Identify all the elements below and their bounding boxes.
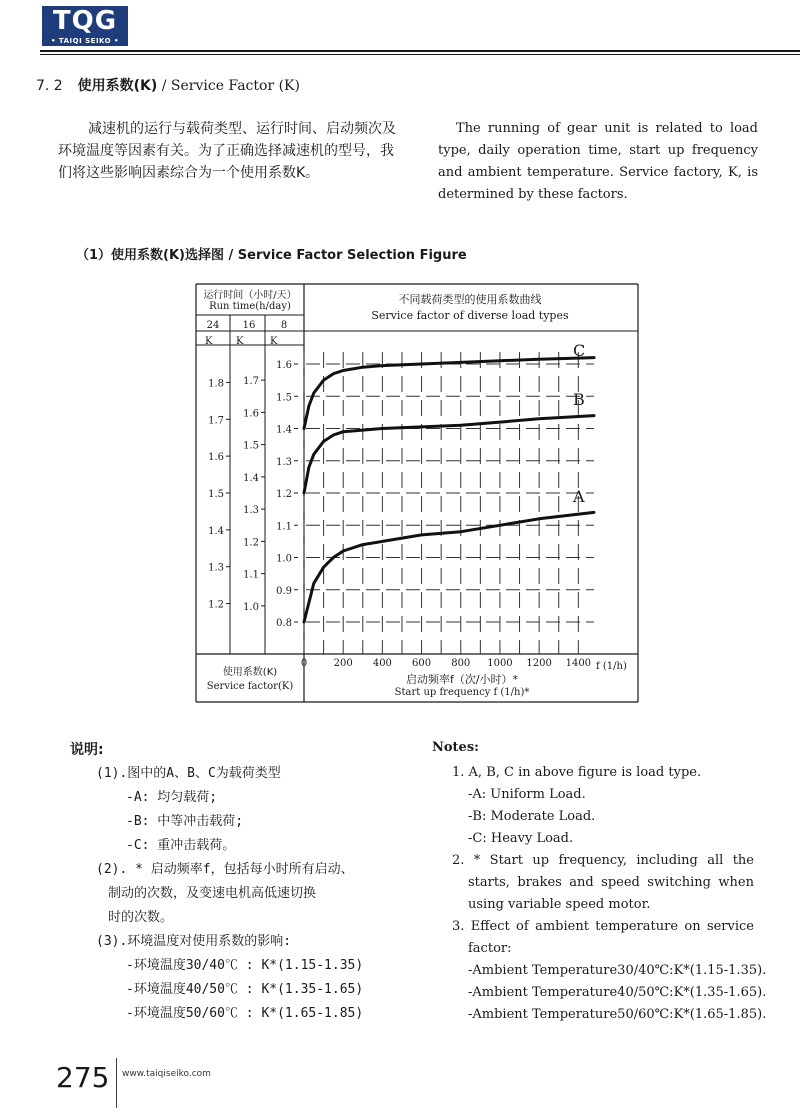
x-tick-label: 1200 [526, 658, 552, 669]
note-cn-1c: -C: 重冲击载荷。 [126, 838, 236, 853]
k-tick-label-16: 1.6 [243, 408, 259, 420]
figure-title: （1）使用系数(K)选择图 / Service Factor Selection Figure [76, 248, 467, 263]
note-cn-1a: -A: 均匀载荷; [126, 790, 218, 805]
x-axis-unit: f (1/h) [596, 661, 627, 672]
series-label-a: A [573, 487, 585, 506]
note-cn-3a: -环境温度30/40℃ : K*(1.15-1.35) [126, 958, 364, 973]
note-en-2: 2. * Start up frequency, including all the starts, brakes and speed switching when using variable speed motor. [452, 853, 754, 912]
k-tick-label-16: 1.5 [243, 440, 259, 452]
k-tick-label-16: 1.3 [243, 505, 259, 517]
note-cn-2b: 制动的次数，及变速电机高低速切换 [108, 886, 317, 901]
k-tick-label-8: 1.5 [276, 392, 292, 404]
k-tick-label-24: 1.4 [208, 525, 224, 537]
note-en-1: 1. A, B, C in above figure is load type. [452, 765, 702, 780]
x-axis-label-en: Start up frequency f (1/h)* [394, 687, 530, 698]
k-tick-label-8: 0.9 [276, 585, 292, 597]
note-cn-2c: 时的次数。 [108, 910, 174, 925]
k-tick-label-16: 1.4 [243, 472, 259, 484]
intro-text-cn: 减速机的运行与载荷类型、运行时间、启动频次及环境温度等因素有关。为了正确选择减速机的型号，我们将这些影响因素综合为一个使用系数K。 [58, 121, 396, 181]
y-axis-label-cn: 使用系数(K) [222, 667, 278, 678]
chart-curves [304, 358, 594, 622]
note-cn-3c: -环境温度50/60℃ : K*(1.65-1.85) [126, 1006, 364, 1021]
notes-cn [96, 762, 416, 1026]
k-tick-label-8: 1.0 [276, 553, 292, 565]
k-tick-label-24: 1.2 [208, 599, 224, 611]
series-label-c: C [573, 341, 586, 360]
footer-url[interactable]: www.taiqiseiko.com [122, 1069, 211, 1079]
x-tick-label: 800 [451, 658, 471, 669]
run-time-label-en: Run time(h/day) [209, 301, 291, 312]
series-label-b: B [573, 390, 585, 409]
notes-cn-heading: 说明: [70, 742, 104, 758]
x-tick-label: 1400 [565, 658, 592, 669]
intro-text-en: The running of gear unit is related to load type, daily operation time, start up frequency and ambient temperature. Service factory, K, is determined by these factors. [438, 121, 758, 202]
k-tick-label-16: 1.2 [243, 537, 259, 549]
chart-title-cn: 不同载荷类型的使用系数曲线 [398, 293, 542, 306]
run-time-8: 8 [280, 320, 288, 331]
curve-a [304, 512, 594, 622]
k-tick-label-8: 1.3 [276, 456, 292, 468]
run-time-16: 16 [242, 320, 256, 331]
note-cn-3: (3).环境温度对使用系数的影响: [96, 934, 292, 949]
x-tick-label: 200 [333, 658, 353, 669]
section-number: 7. 2 [36, 78, 63, 94]
k-tick-label-16: 1.7 [243, 376, 259, 388]
x-tick-label: 0 [300, 658, 308, 669]
notes-en-heading: Notes: [432, 740, 479, 755]
note-cn-2: (2). * 启动频率f，包括每小时所有启动、 [96, 862, 354, 877]
x-tick-label: 1000 [487, 658, 513, 669]
run-time-24: 24 [206, 320, 220, 331]
note-en-1b: -B: Moderate Load. [468, 809, 596, 824]
note-cn-1: (1).图中的A、B、C为载荷类型 [96, 766, 281, 781]
x-tick-label: 400 [372, 658, 392, 669]
k-scales [208, 360, 298, 629]
k-tick-label-24: 1.6 [208, 452, 224, 464]
y-axis-label-en: Service factor(K) [206, 681, 294, 692]
note-en-1c: -C: Heavy Load. [468, 831, 574, 846]
note-en-3a: -Ambient Temperature30/40℃:K*(1.15-1.35). [468, 963, 767, 978]
x-tick-label: 600 [412, 658, 432, 669]
section-title-en: / Service Factor (K) [161, 78, 300, 94]
run-time-label-cn: 运行时间（小时/天） [203, 290, 297, 301]
k-tick-label-24: 1.3 [208, 562, 224, 574]
k-tick-label-16: 1.1 [243, 569, 259, 581]
k-header-24: K [205, 336, 213, 347]
note-cn-1b: -B: 中等冲击载荷; [126, 814, 244, 829]
chart-title-en: Service factor of diverse load types [371, 309, 569, 322]
note-en-3b: -Ambient Temperature40/50℃:K*(1.35-1.65). [468, 985, 767, 1000]
section-title-cn: 使用系数(K) [77, 78, 158, 94]
note-cn-3b: -环境温度40/50℃ : K*(1.35-1.65) [126, 982, 364, 997]
k-tick-label-8: 0.8 [276, 618, 292, 629]
k-header-8: K [270, 336, 278, 347]
chart-grid [301, 352, 594, 669]
k-header-16: K [236, 336, 244, 347]
k-tick-label-24: 1.7 [208, 415, 224, 427]
x-axis-label-cn: 启动频率f（次/小时）* [405, 673, 519, 686]
note-en-3c: -Ambient Temperature50/60℃:K*(1.65-1.85). [468, 1007, 767, 1022]
k-tick-label-8: 1.2 [276, 489, 292, 500]
k-tick-label-16: 1.0 [243, 601, 259, 613]
k-tick-label-8: 1.6 [276, 360, 292, 371]
k-tick-label-24: 1.8 [208, 378, 224, 390]
note-en-3: 3. Effect of ambient temperature on service factor: [452, 919, 754, 956]
page-number: 275 [56, 1061, 110, 1094]
k-tick-label-24: 1.5 [208, 489, 224, 500]
k-tick-label-8: 1.1 [276, 521, 292, 533]
note-en-1a: -A: Uniform Load. [468, 787, 586, 802]
notes-en [452, 762, 767, 1026]
curve-b [304, 416, 594, 493]
footer-divider [116, 1058, 117, 1108]
logo-text: TQG [52, 6, 118, 36]
logo-subtext: • TAIQI SEIKO • [50, 37, 120, 45]
k-tick-label-8: 1.4 [276, 424, 292, 436]
